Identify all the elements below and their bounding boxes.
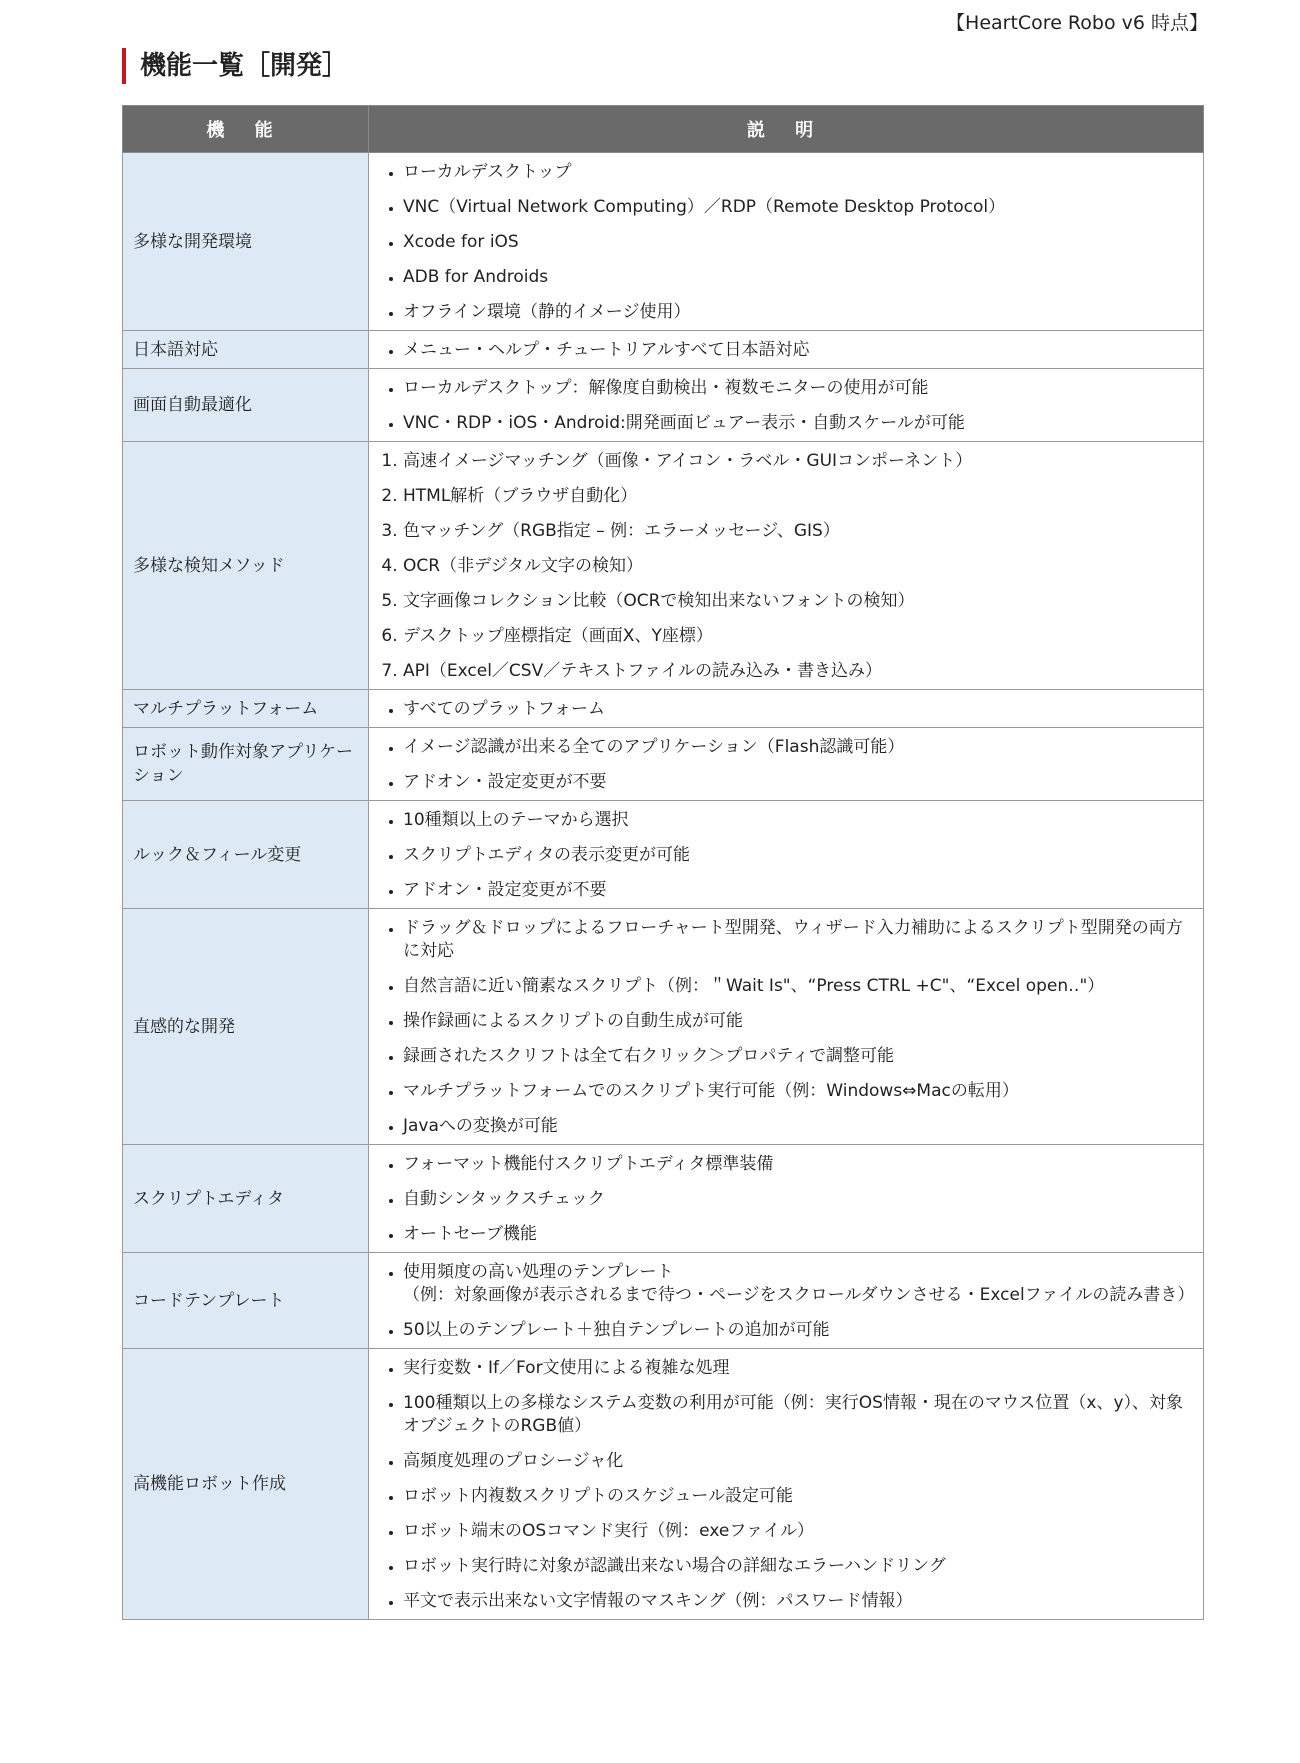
page-title: 機能一覧［開発］	[122, 48, 348, 84]
list-item: • ドラッグ＆ドロップによるフローチャート型開発、ウィザード入力補助によるスクリプト型開発の両方に対応	[403, 917, 1191, 963]
feature-name-cell: マルチプラットフォーム	[123, 690, 369, 728]
list-item: • Javaへの変換が可能	[403, 1115, 1191, 1138]
feature-description-cell	[369, 331, 1204, 369]
bullet-list	[381, 339, 1191, 362]
feature-name-cell: 多様な開発環境	[123, 153, 369, 331]
column-header-description: 説 明	[369, 106, 1204, 153]
numbered-list	[381, 450, 1191, 683]
feature-name-cell: 直感的な開発	[123, 909, 369, 1145]
column-header-feature: 機 能	[123, 106, 369, 153]
table-row	[123, 728, 1204, 801]
feature-table	[122, 105, 1204, 1620]
list-item: • マルチプラットフォームでのスクリプト実行可能（例：Windows⇔Macの転用）	[403, 1080, 1191, 1103]
list-item: 6. デスクトップ座標指定（画面X、Y座標）	[403, 625, 1191, 648]
feature-name-cell: コードテンプレート	[123, 1253, 369, 1349]
feature-name-cell: ルック＆フィール変更	[123, 801, 369, 909]
list-item: • VNC・RDP・iOS・Android:開発画面ビュアー表示・自動スケールが可能	[403, 412, 1191, 435]
feature-description-cell	[369, 1253, 1204, 1349]
feature-name-cell: 高機能ロボット作成	[123, 1349, 369, 1620]
list-item: • アドオン・設定変更が不要	[403, 771, 1191, 794]
list-item: 2. HTML解析（ブラウザ自動化）	[403, 485, 1191, 508]
feature-name-cell: ロボット動作対象アプリケーション	[123, 728, 369, 801]
list-item: • VNC（Virtual Network Computing）／RDP（Remote Desktop Protocol）	[403, 196, 1191, 219]
list-item: • 実行変数・If／For文使用による複雑な処理	[403, 1357, 1191, 1380]
list-item: • すべてのプラットフォーム	[403, 698, 1191, 721]
list-item: • 平文で表示出来ない文字情報のマスキング（例：パスワード情報）	[403, 1590, 1191, 1613]
feature-description-cell	[369, 369, 1204, 442]
feature-description-cell	[369, 909, 1204, 1145]
table-row	[123, 1349, 1204, 1620]
list-item: • 10種類以上のテーマから選択	[403, 809, 1191, 832]
list-item: 4. OCR（非デジタル文字の検知）	[403, 555, 1191, 578]
list-item: 1. 高速イメージマッチング（画像・アイコン・ラベル・GUIコンポーネント）	[403, 450, 1191, 473]
list-item: 5. 文字画像コレクション比較（OCRで検知出来ないフォントの検知）	[403, 590, 1191, 613]
list-item: • ローカルデスクトップ：解像度自動検出・複数モニターの使用が可能	[403, 377, 1191, 400]
list-item: • スクリプトエディタの表示変更が可能	[403, 844, 1191, 867]
table-row	[123, 909, 1204, 1145]
list-item: • Xcode for iOS	[403, 231, 1191, 254]
list-item: • オートセーブ機能	[403, 1223, 1191, 1246]
feature-description-cell	[369, 690, 1204, 728]
feature-description-cell	[369, 153, 1204, 331]
list-item: • ローカルデスクトップ	[403, 161, 1191, 184]
list-item: • 使用頻度の高い処理のテンプレート （例：対象画像が表示されるまで待つ・ページをスクロールダウンさせる・Excelファイルの読み書き）	[403, 1261, 1191, 1307]
list-item: • 100種類以上の多様なシステム変数の利用が可能（例：実行OS情報・現在のマウス位置（x、y）、対象オブジェクトのRGB値）	[403, 1392, 1191, 1438]
table-row	[123, 1145, 1204, 1253]
table-row	[123, 331, 1204, 369]
list-item: 3. 色マッチング（RGB指定 – 例：エラーメッセージ、GIS）	[403, 520, 1191, 543]
feature-description-cell	[369, 801, 1204, 909]
list-item: • ADB for Androids	[403, 266, 1191, 289]
list-item: 7. API（Excel／CSV／テキストファイルの読み込み・書き込み）	[403, 660, 1191, 683]
list-item: • メニュー・ヘルプ・チュートリアルすべて日本語対応	[403, 339, 1191, 362]
list-item: • 自動シンタックスチェック	[403, 1188, 1191, 1211]
table-body	[123, 153, 1204, 1620]
bullet-list	[381, 698, 1191, 721]
list-item: • アドオン・設定変更が不要	[403, 879, 1191, 902]
bullet-list	[381, 736, 1191, 794]
bullet-list	[381, 1153, 1191, 1246]
bullet-list	[381, 1261, 1195, 1342]
list-item: • 操作録画によるスクリプトの自動生成が可能	[403, 1010, 1191, 1033]
table-row	[123, 690, 1204, 728]
list-item: • ロボット実行時に対象が認識出来ない場合の詳細なエラーハンドリング	[403, 1555, 1191, 1578]
bullet-list	[381, 377, 1191, 435]
table-row	[123, 1253, 1204, 1349]
list-item: • ロボット端末のOSコマンド実行（例：exeファイル）	[403, 1520, 1191, 1543]
feature-name-cell: スクリプトエディタ	[123, 1145, 369, 1253]
list-item: • イメージ認識が出来る全てのアプリケーション（Flash認識可能）	[403, 736, 1191, 759]
version-label: 【HeartCore Robo v6 時点】	[946, 12, 1208, 34]
list-item: • ロボット内複数スクリプトのスケジュール設定可能	[403, 1485, 1191, 1508]
table-row	[123, 442, 1204, 690]
list-item: • 高頻度処理のプロシージャ化	[403, 1450, 1191, 1473]
table-row	[123, 801, 1204, 909]
list-item: • 自然言語に近い簡素なスクリプト（例：＂Wait Is"、“Press CTRL +C"、“Excel open‥"）	[403, 975, 1191, 998]
feature-description-cell	[369, 728, 1204, 801]
feature-description-cell	[369, 1145, 1204, 1253]
feature-name-cell: 日本語対応	[123, 331, 369, 369]
list-item: • 50以上のテンプレート＋独自テンプレートの追加が可能	[403, 1319, 1191, 1342]
bullet-list	[381, 1357, 1191, 1613]
list-item: • オフライン環境（静的イメージ使用）	[403, 301, 1191, 324]
feature-name-cell: 多様な検知メソッド	[123, 442, 369, 690]
table-header-row	[123, 106, 1204, 153]
list-item: • 録画されたスクリフトは全て右クリック＞プロパティで調整可能	[403, 1045, 1191, 1068]
bullet-list	[381, 161, 1191, 324]
feature-name-cell: 画面自動最適化	[123, 369, 369, 442]
list-item: • フォーマット機能付スクリプトエディタ標準装備	[403, 1153, 1191, 1176]
table-row	[123, 153, 1204, 331]
feature-description-cell	[369, 442, 1204, 690]
feature-description-cell	[369, 1349, 1204, 1620]
table-row	[123, 369, 1204, 442]
bullet-list	[381, 809, 1191, 902]
bullet-list	[381, 917, 1191, 1138]
